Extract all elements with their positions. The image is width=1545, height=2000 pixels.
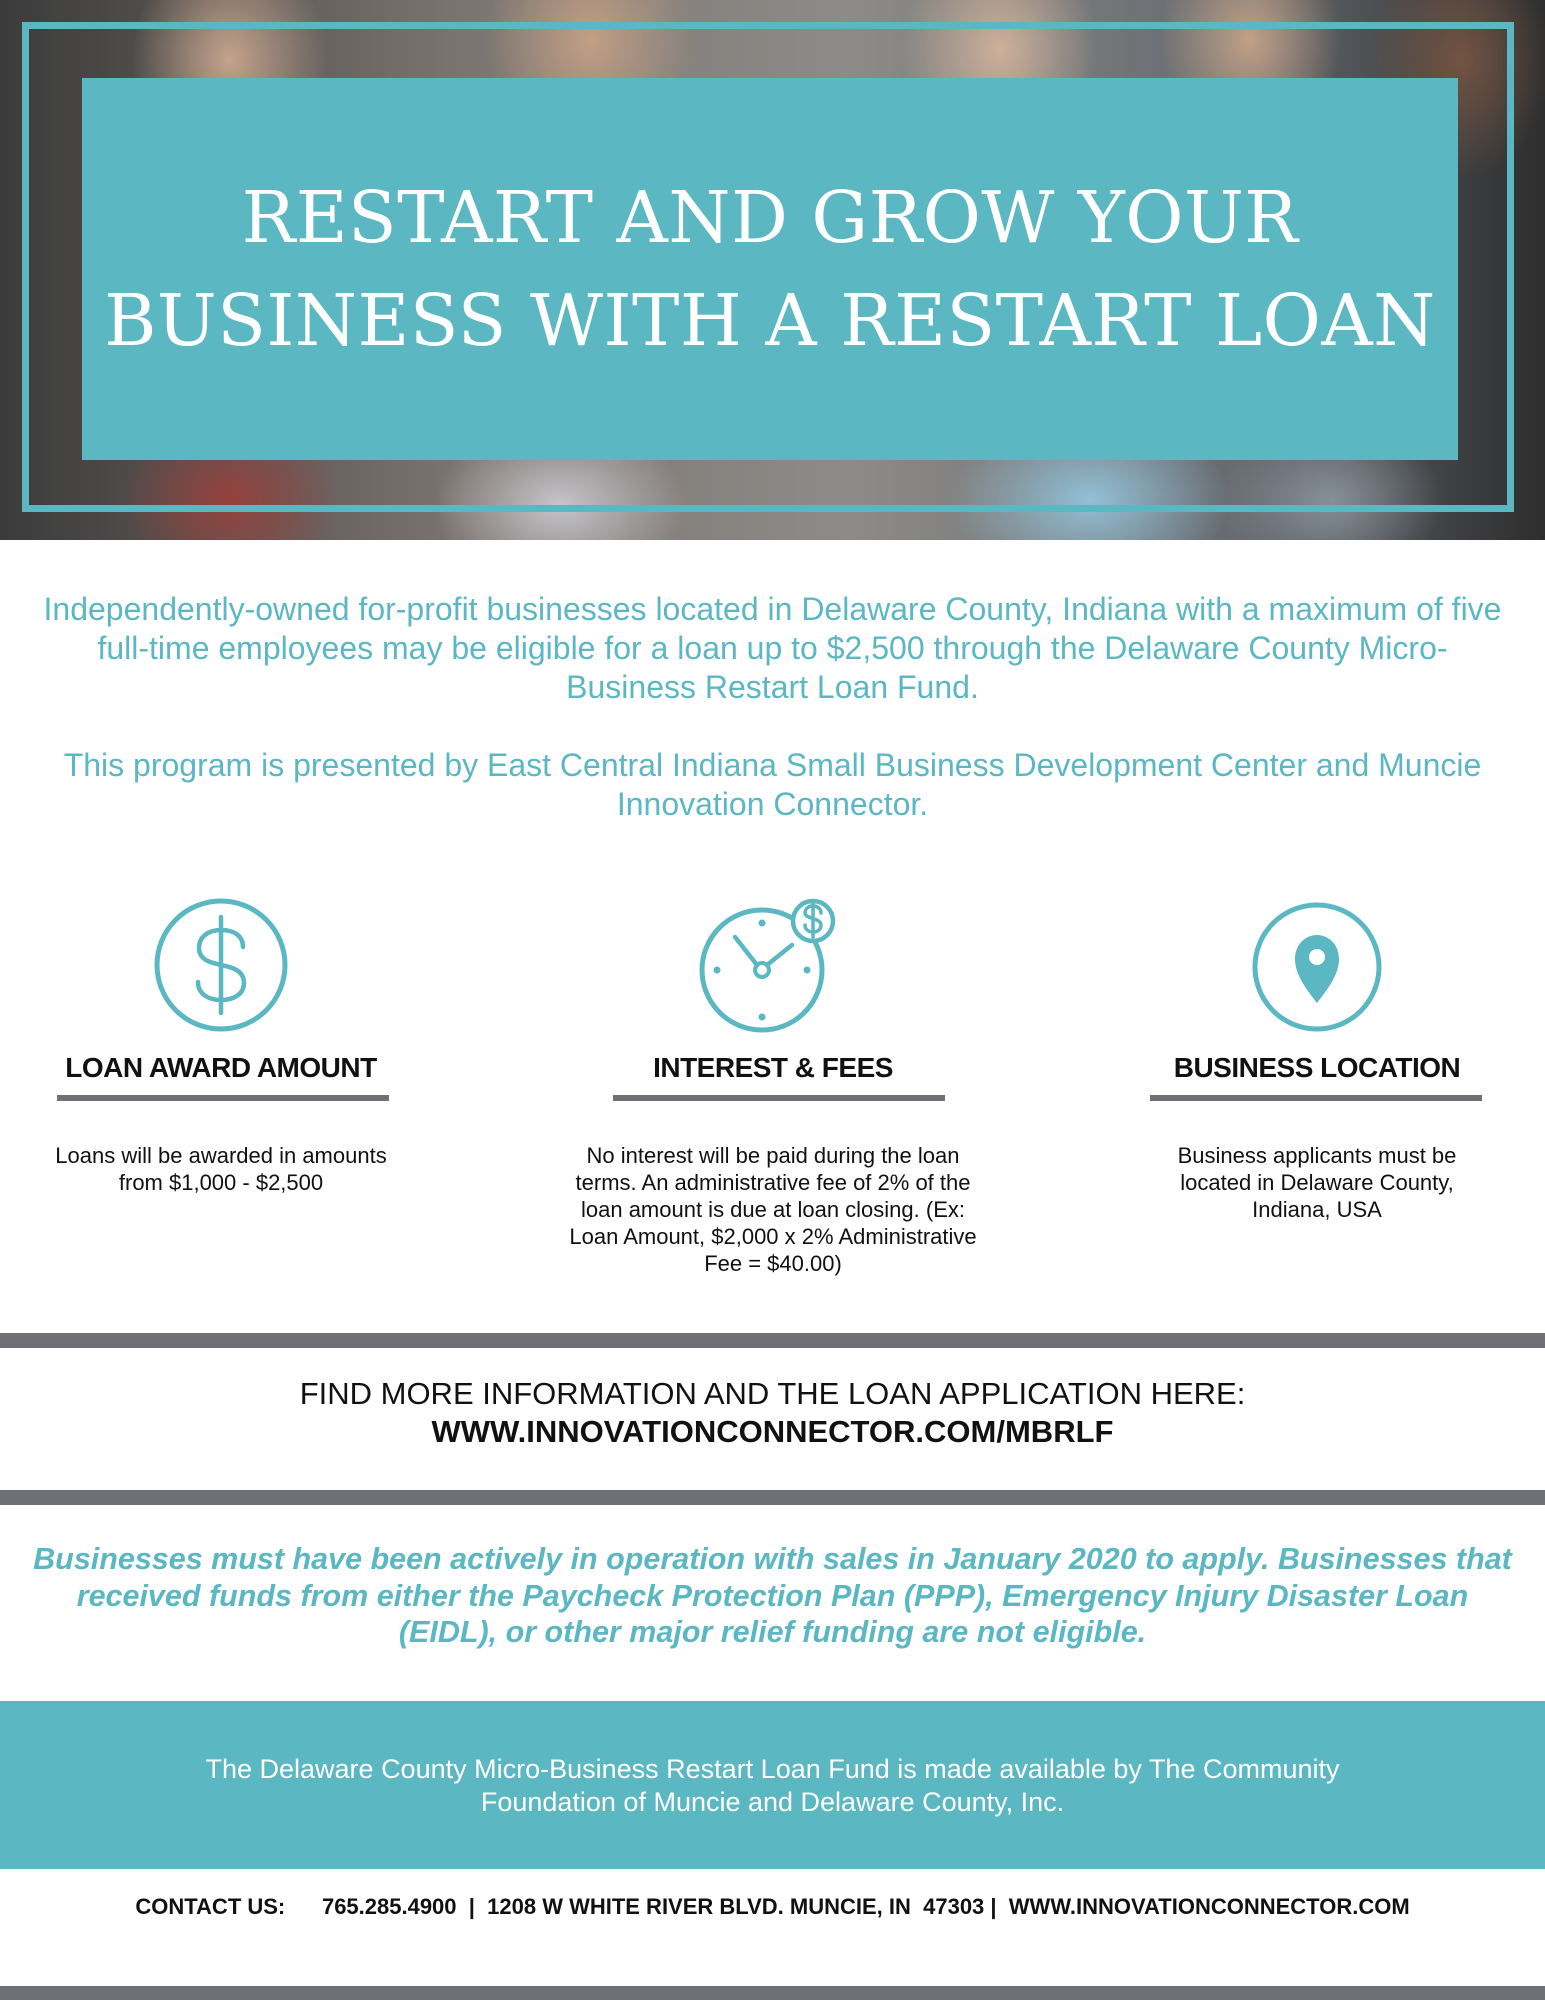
intro-paragraph-eligibility: Independently-owned for-profit businesses located in Delaware County, Indiana with a maximum of five full-time employees may be eligible for a loan up to $2,500 through the Delaware County Micro-Business Restart Loan Fund.	[43, 591, 1502, 705]
feature-divider	[613, 1095, 945, 1101]
more-info-section	[0, 1375, 1545, 1451]
intro-paragraph-presenters: This program is presented by East Central Indiana Small Business Development Center and Muncie Innovation Connector.	[63, 747, 1482, 822]
funding-credit	[0, 1753, 1545, 1819]
feature-description: Business applicants must be located in Delaware County, Indiana, USA	[1177, 1143, 1457, 1222]
dollar-icon	[151, 895, 291, 1035]
feature-business-location	[1107, 895, 1527, 1222]
feature-title: INTEREST & FEES	[653, 1052, 893, 1083]
page-bottom-bar	[0, 1986, 1545, 2000]
page-title-line1: RESTART AND GROW YOUR	[241, 176, 1299, 259]
feature-divider	[1150, 1095, 1482, 1101]
eligibility-notice: Businesses must have been actively in operation with sales in January 2020 to apply. Businesses that received funds from either the Paycheck Protection Plan (PPP), Emergency Injury Disaster Loan (EIDL), or other major relief funding are not eligible.	[33, 1542, 1512, 1649]
more-info-heading: FIND MORE INFORMATION AND THE LOAN APPLICATION HERE:	[299, 1376, 1246, 1411]
section-divider-bottom	[0, 1490, 1545, 1505]
feature-title: LOAN AWARD AMOUNT	[65, 1052, 377, 1083]
clock-dollar-icon	[703, 895, 843, 1035]
hero-title-box	[82, 78, 1458, 460]
page-title-line2: BUSINESS WITH A RESTART LOAN	[104, 279, 1436, 362]
hero-photo-banner	[0, 0, 1545, 540]
feature-loan-award-amount	[11, 895, 431, 1195]
feature-divider	[57, 1095, 389, 1101]
application-url-link[interactable]: WWW.INNOVATIONCONNECTOR.COM/MBRLF	[431, 1414, 1114, 1449]
feature-title: BUSINESS LOCATION	[1173, 1052, 1461, 1083]
funding-credit-text: The Delaware County Micro-Business Restart Loan Fund is made available by The Community Foundation of Muncie and Delaware County, Inc.	[205, 1754, 1340, 1817]
feature-description: Loans will be awarded in amounts from $1,000 - $2,500	[55, 1143, 387, 1195]
section-divider-top	[0, 1333, 1545, 1348]
feature-interest-fees	[563, 895, 983, 1276]
location-pin-icon	[1247, 895, 1387, 1035]
contact-label: CONTACT US:	[135, 1894, 286, 1919]
intro-section	[40, 590, 1505, 824]
feature-description: No interest will be paid during the loan terms. An administrative fee of 2% of the loan amount is due at loan closing. (Ex: Loan Amount, $2,000 x 2% Administrative Fee = $40.00)	[569, 1143, 977, 1276]
contact-line: CONTACT US: 765.285.4900 | 1208 W WHITE RIVER BLVD. MUNCIE, IN 47303 | WWW.INNOVATIONCONNECTOR.COM	[135, 1894, 1410, 1919]
contact-address: 1208 W WHITE RIVER BLVD. MUNCIE, IN 47303	[487, 1894, 985, 1919]
contact-website-link[interactable]: WWW.INNOVATIONCONNECTOR.COM	[1008, 1894, 1410, 1919]
contact-phone[interactable]: 765.285.4900	[321, 1894, 457, 1919]
page-title	[104, 166, 1436, 372]
